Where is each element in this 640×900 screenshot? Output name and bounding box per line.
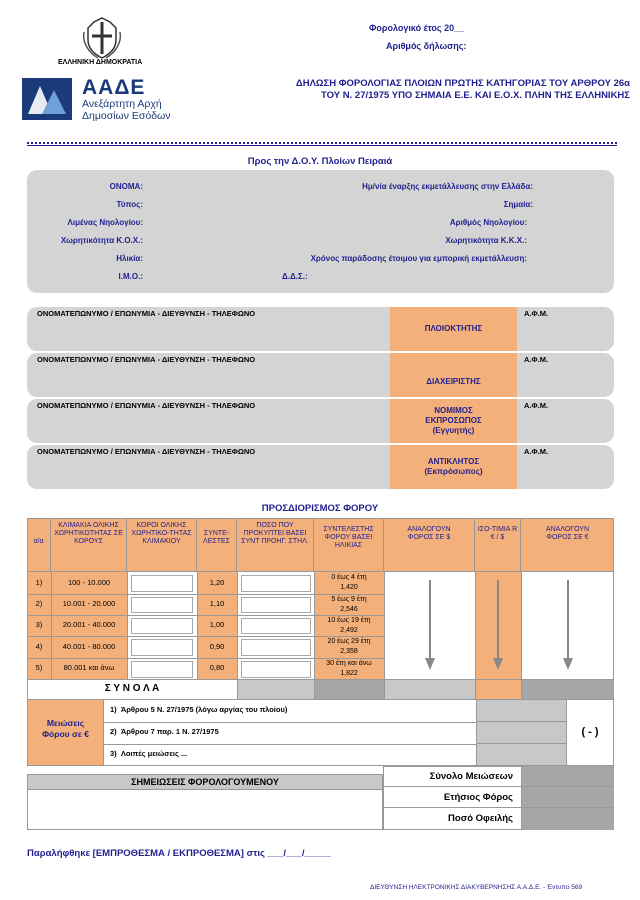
ship-type-label: Τύπος: bbox=[116, 200, 143, 209]
flag-label: Σημαία: bbox=[503, 200, 533, 209]
header-divider bbox=[27, 142, 617, 146]
afm-label: Α.Φ.Μ. bbox=[524, 309, 549, 318]
col-aa: α/α bbox=[27, 518, 51, 572]
row-coef: 0,80 bbox=[209, 663, 225, 672]
aade-logo-icon bbox=[22, 78, 72, 120]
totals-tax-usd[interactable] bbox=[384, 680, 475, 699]
republic-label: ΕΛΛΗΝΙΚΗ ΔΗΜΟΚΡΑΤΙΑ bbox=[58, 59, 143, 66]
reduction-item: 3) Λοιπές μειώσεις ... bbox=[110, 749, 188, 758]
row-scale: 10.001 - 20.000 bbox=[62, 599, 116, 608]
col-tax-usd: ΑΝΑΛΟΓΟΥΝ ΦΟΡΟΣ ΣΕ $ bbox=[384, 518, 475, 572]
form-title: ΔΗΛΩΣΗ ΦΟΡΟΛΟΓΙΑΣ ΠΛΟΙΩΝ ΠΡΩΤΗΣ ΚΑΤΗΓΟΡΙΑΣ ΤΟΥ ΑΡΘΡΟΥ 26α ΤΟΥ Ν. 27/1975 ΥΠΟ ΣΗΜΑΙΑ Ε.Ε. ΚΑΙ Ε.Ο.Χ. ΠΛΗΝ ΤΗΣ ΕΛΛΗΝΙΚΗΣ bbox=[295, 78, 630, 101]
manager-role: ΔΙΑΧΕΙΡΙΣΤΗΣ bbox=[390, 353, 517, 397]
col-age-coef: ΣΥΝΤΕΛΕΣΤΗΣ ΦΟΡΟΥ ΒΑΣΕΙ ΗΛΙΚΙΑΣ bbox=[314, 518, 384, 572]
grt-label: Χωρητικότητα Κ.Ο.Χ.: bbox=[60, 236, 143, 245]
afm-label: Α.Φ.Μ. bbox=[524, 355, 549, 364]
agent-role: ΑΝΤΙΚΛΗΤΟΣ (Εκπρόσωπος) bbox=[390, 445, 517, 489]
total-reductions-label: Σύνολο Μειώσεων bbox=[383, 766, 521, 787]
tons-input[interactable] bbox=[131, 661, 193, 678]
notes-title: ΣΗΜΕΙΩΣΕΙΣ ΦΟΡΟΛΟΓΟΥΜΕΝΟΥ bbox=[27, 774, 383, 790]
imo-label: Ι.Μ.Ο.: bbox=[118, 272, 143, 281]
reduction-item: 1) Άρθρου 5 Ν. 27/1975 (λόγω αργίας του πλοίου) bbox=[110, 705, 288, 714]
tax-year-label: Φορολογικό έτος 20__ bbox=[369, 23, 465, 33]
amount-input[interactable] bbox=[241, 661, 311, 678]
tons-input[interactable] bbox=[131, 639, 193, 656]
arrow-down-icon bbox=[429, 580, 431, 658]
annual-tax-label: Ετήσιος Φόρος bbox=[383, 787, 521, 808]
arrow-down-icon bbox=[493, 658, 503, 670]
row-aa: 1) bbox=[35, 578, 43, 587]
registry-number-label: Αριθμός Νηολογίου: bbox=[449, 218, 527, 227]
ship-info-box bbox=[27, 170, 614, 293]
dds-label: Δ.Δ.Σ.: bbox=[282, 272, 308, 281]
tax-section-title: ΠΡΟΣΔΙΟΡΙΣΜΟΣ ΦΟΡΟΥ bbox=[261, 503, 379, 514]
row-age: 0 έως 4 έτη bbox=[331, 574, 367, 581]
row-aa: 3) bbox=[35, 620, 43, 629]
aade-subtitle: Ανεξάρτητη Αρχή Δημοσίων Εσόδων bbox=[82, 98, 171, 122]
col-tons: ΚΟΡΟΙ ΟΛΙΚΗΣ ΧΩΡΗΤΙΚΟ-ΤΗΤΑΣ ΚΛΙΜΑΚΙΟΥ bbox=[127, 518, 197, 572]
registry-port-label: Λιμένας Νηολογίου: bbox=[67, 218, 143, 227]
declaration-number-label: Αριθμός δήλωσης: bbox=[386, 41, 467, 51]
legal-rep-role: ΝΟΜΙΜΟΣ ΕΚΠΡΟΣΩΠΟΣ (Εγγυητής) bbox=[390, 399, 517, 443]
row-coef: 1,00 bbox=[209, 620, 225, 629]
afm-label: Α.Φ.Μ. bbox=[524, 447, 549, 456]
amount-input[interactable] bbox=[241, 575, 311, 592]
row-aa: 2) bbox=[35, 599, 43, 608]
delivery-year-label: Χρόνος παράδοσης έτοιμου για εμπορική εκμετάλλευση: bbox=[310, 254, 527, 263]
row-scale: 80.001 και άνω bbox=[63, 663, 115, 672]
row-age-coef: 2,358 bbox=[340, 648, 358, 655]
col-rate: ΙΣΟ-ΤΙΜΙΑ R € / $ bbox=[475, 518, 521, 572]
col-scale: ΚΛΙΜΑΚΙΑ ΟΛΙΚΗΣ ΧΩΡΗΤΙΚΟΤΗΤΑΣ ΣΕ ΚΟΡΟΥΣ bbox=[51, 518, 127, 572]
age-label: Ηλικία: bbox=[116, 254, 143, 263]
minus-sign: ( - ) bbox=[567, 700, 614, 766]
reductions-label: Μειώσεις Φόρου σε € bbox=[27, 700, 104, 766]
row-aa: 4) bbox=[35, 642, 43, 651]
col-coef: ΣΥΝΤΕ-ΛΕΣΤΕΣ bbox=[197, 518, 237, 572]
aade-acronym: ΑΑΔΕ bbox=[82, 76, 146, 99]
arrow-down-icon bbox=[425, 658, 435, 670]
row-scale: 20.001 - 40.000 bbox=[62, 620, 116, 629]
row-age: 10 έως 19 έτη bbox=[327, 617, 371, 624]
reduction-2-input[interactable] bbox=[476, 722, 567, 744]
amount-input[interactable] bbox=[241, 639, 311, 656]
amount-input[interactable] bbox=[241, 597, 311, 613]
totals-blank bbox=[314, 680, 384, 699]
arrow-down-icon bbox=[497, 580, 499, 658]
totals-amount[interactable] bbox=[237, 680, 314, 699]
row-age-coef: 2,492 bbox=[340, 627, 358, 634]
addressee: Προς την Δ.Ο.Υ. Πλοίων Πειραιά bbox=[247, 156, 393, 167]
row-age-coef: 1,822 bbox=[340, 670, 358, 677]
row-age: 5 έως 9 έτη bbox=[331, 596, 367, 603]
agent-box: ΟΝΟΜΑΤΕΠΩΝΥΜΟ / ΕΠΩΝΥΜΙΑ - ΔΙΕΥΘΥΝΣΗ - ΤΗΛΕΦΩΝΟ ΑΝΤΙΚΛΗΤΟΣ (Εκπρόσωπος) Α.Φ.Μ. bbox=[27, 445, 614, 489]
row-age: 30 έτη και άνω bbox=[326, 660, 372, 667]
department-footer: ΔΙΕΥΘΥΝΣΗ ΗΛΕΚΤΡΟΝΙΚΗΣ ΔΙΑΚΥΒΕΡΝΗΣΗΣ Α.Α.Δ.Ε. - Έντυπο 569 bbox=[370, 884, 583, 891]
owner-box: ΟΝΟΜΑΤΕΠΩΝΥΜΟ / ΕΠΩΝΥΜΙΑ - ΔΙΕΥΘΥΝΣΗ - ΤΗΛΕΦΩΝΟ ΠΛΟΙΟΚΤΗΤΗΣ Α.Φ.Μ. bbox=[27, 307, 614, 351]
amount-input[interactable] bbox=[241, 618, 311, 634]
col-tax-eur: ΑΝΑΛΟΓΟΥΝ ΦΟΡΟΣ ΣΕ € bbox=[545, 526, 590, 541]
totals-rate bbox=[475, 680, 521, 699]
arrow-down-icon bbox=[567, 580, 569, 658]
total-reductions-value[interactable] bbox=[521, 766, 614, 787]
start-date-label: Ημ/νία έναρξης εκμετάλλευσης στην Ελλάδα: bbox=[362, 182, 533, 191]
row-scale: 100 - 10.000 bbox=[67, 578, 111, 587]
nrt-label: Χωρητικότητα Κ.Κ.Χ.: bbox=[445, 236, 527, 245]
reduction-1-input[interactable] bbox=[476, 700, 567, 722]
row-coef: 1,20 bbox=[209, 578, 225, 587]
row-aa: 5) bbox=[35, 663, 43, 672]
tons-input[interactable] bbox=[131, 597, 193, 613]
row-age-coef: 1,420 bbox=[340, 584, 358, 591]
legal-rep-box: ΟΝΟΜΑΤΕΠΩΝΥΜΟ / ΕΠΩΝΥΜΙΑ - ΔΙΕΥΘΥΝΣΗ - ΤΗΛΕΦΩΝΟ ΝΟΜΙΜΟΣ ΕΚΠΡΟΣΩΠΟΣ (Εγγυητής) Α.Φ.Μ. bbox=[27, 399, 614, 443]
reduction-3-input[interactable] bbox=[476, 744, 567, 766]
row-scale: 40.001 - 80.000 bbox=[62, 642, 116, 651]
totals-label: Σ Υ Ν Ο Λ Α bbox=[104, 683, 160, 694]
received-line: Παραλήφθηκε [ΕΜΠΡΟΘΕΣΜΑ / ΕΚΠΡΟΘΕΣΜΑ] στις ___/___/_____ bbox=[27, 848, 331, 859]
annual-tax-value[interactable] bbox=[521, 787, 614, 808]
row-age-coef: 2,546 bbox=[340, 606, 358, 613]
manager-box: ΟΝΟΜΑΤΕΠΩΝΥΜΟ / ΕΠΩΝΥΜΙΑ - ΔΙΕΥΘΥΝΣΗ - ΤΗΛΕΦΩΝΟ ΔΙΑΧΕΙΡΙΣΤΗΣ Α.Φ.Μ. bbox=[27, 353, 614, 397]
owner-role: ΠΛΟΙΟΚΤΗΤΗΣ bbox=[390, 307, 517, 351]
row-coef: 1,10 bbox=[209, 599, 225, 608]
ship-name-label: ΟΝΟΜΑ: bbox=[109, 182, 143, 191]
col-amount: ΠΟΣΟ ΠΟΥ ΠΡΟΚΥΠΤΕΙ ΒΑΣΕΙ ΣΥΝΤ ΠΡΟΗΓ. ΣΤΗΛ. bbox=[237, 518, 314, 572]
row-coef: 0,90 bbox=[209, 642, 225, 651]
reduction-item: 2) Άρθρου 7 παρ. 1 Ν. 27/1975 bbox=[110, 727, 219, 736]
row-age: 20 έως 29 έτη bbox=[327, 638, 371, 645]
amount-due-label: Ποσό Οφειλής bbox=[448, 813, 513, 824]
greek-emblem-icon bbox=[80, 14, 124, 60]
afm-label: Α.Φ.Μ. bbox=[524, 401, 549, 410]
amount-due-value[interactable] bbox=[521, 808, 614, 830]
tons-input[interactable] bbox=[131, 618, 193, 634]
tons-input[interactable] bbox=[131, 575, 193, 592]
arrow-down-icon bbox=[563, 658, 573, 670]
totals-tax-eur[interactable] bbox=[521, 680, 614, 699]
